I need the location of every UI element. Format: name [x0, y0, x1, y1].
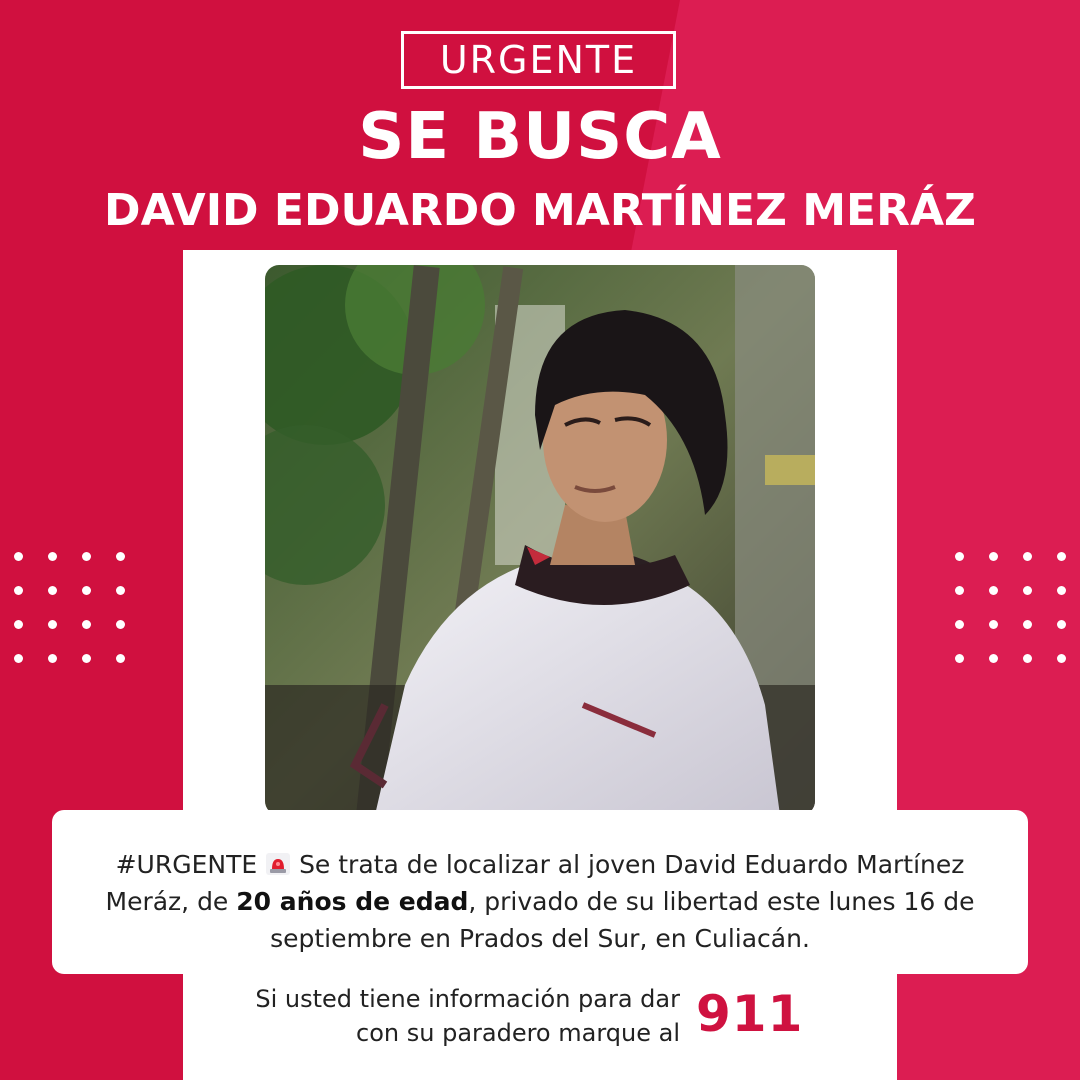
- urgent-badge-label: URGENTE: [439, 38, 638, 82]
- decorative-dot: [955, 620, 964, 629]
- decorative-dot: [82, 654, 91, 663]
- info-text-part2: , privado de su libertad este lunes 16 de septiembre en Prados del Sur, en Culiacán.: [270, 887, 975, 953]
- decorative-dot: [82, 552, 91, 561]
- police-light-icon: [265, 852, 291, 876]
- decorative-dot: [1023, 586, 1032, 595]
- decorative-dot: [1057, 552, 1066, 561]
- decorative-dot: [14, 654, 23, 663]
- decorative-dot: [14, 620, 23, 629]
- decorative-dot: [48, 620, 57, 629]
- decorative-dot: [1057, 654, 1066, 663]
- decorative-dot: [116, 654, 125, 663]
- decorative-dots-left: [14, 552, 144, 672]
- decorative-dot: [14, 552, 23, 561]
- page-title: SE BUSCA: [358, 100, 722, 174]
- info-age: 20 años de edad: [236, 887, 469, 916]
- decorative-dot: [116, 586, 125, 595]
- decorative-dot: [989, 586, 998, 595]
- urgent-badge: [401, 31, 676, 89]
- decorative-dots-right: [955, 552, 1080, 672]
- decorative-dot: [48, 552, 57, 561]
- decorative-dot: [82, 620, 91, 629]
- decorative-dot: [955, 654, 964, 663]
- emergency-phone-number[interactable]: 911: [696, 985, 804, 1043]
- info-hashtag: #URGENTE: [115, 850, 258, 879]
- missing-person-name: DAVID EDUARDO MARTÍNEZ MERÁZ: [104, 185, 976, 236]
- decorative-dot: [989, 654, 998, 663]
- decorative-dot: [14, 586, 23, 595]
- decorative-dot: [989, 620, 998, 629]
- decorative-dot: [116, 620, 125, 629]
- decorative-dot: [48, 586, 57, 595]
- decorative-dot: [955, 586, 964, 595]
- decorative-dot: [1023, 552, 1032, 561]
- info-text-part1: Se trata de localizar al joven David Eduardo Martínez Meráz, de: [105, 850, 965, 916]
- missing-person-photo: [265, 265, 815, 815]
- decorative-dot: [989, 552, 998, 561]
- decorative-dot: [82, 586, 91, 595]
- decorative-dot: [116, 552, 125, 561]
- decorative-dot: [1023, 620, 1032, 629]
- decorative-dot: [48, 654, 57, 663]
- decorative-dot: [1057, 586, 1066, 595]
- info-card: [52, 810, 1028, 974]
- contact-instructions: Si usted tiene información para dar con su paradero marque al: [255, 985, 680, 1047]
- decorative-dot: [1057, 620, 1066, 629]
- decorative-dot: [1023, 654, 1032, 663]
- decorative-dot: [955, 552, 964, 561]
